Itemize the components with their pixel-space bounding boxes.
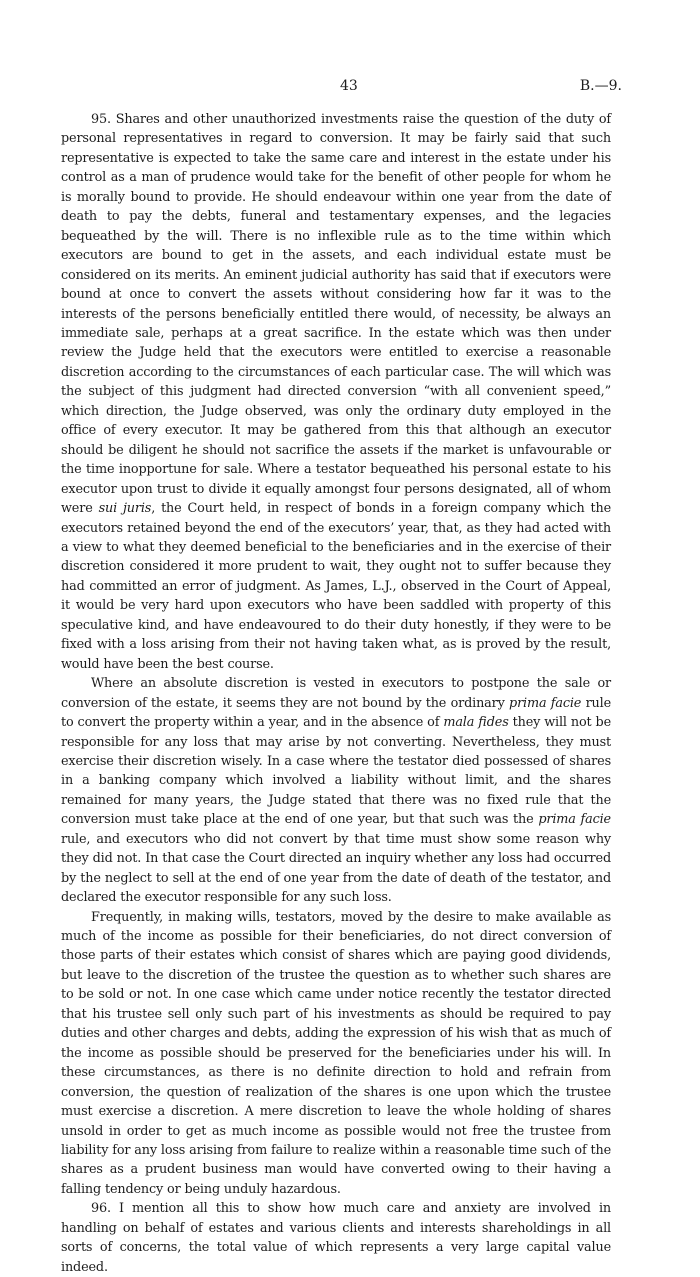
text-segment: rule to convert the property within a year, and in the absence of xyxy=(61,695,611,731)
paragraph-95 xyxy=(61,110,611,674)
text-segment: 95. Shares and other unauthorized investments raise the question of the duty of personal representatives in regard to conversion. It may be fairly said that such representative is expected to take the same care and interest in the estate under his control as a man of prudence would take for the benefit of other people for whom he is morally bound to provide. He should endeavour within one year from the date of death to pay the debts, funeral and testamentary expenses, and the legacies bequeathed by the will. There is no inflexible rule as to the time within which executors are bound to get in the assets, and each individual estate must be considered on its merits. An eminent judicial authority has said that if executors were bound at once to convert the assets without considering how far it was to the interests of the persons beneficially entitled there would, of necessity, be always an immediate sale, perhaps at a great sacrifice. In the estate which was then under review the Judge held that the executors were entitled to exercise a reasonable discretion according to the circumstances of each particular case. The will which was the subject of this judgment had directed conversion “with all convenient speed,” which direction, the Judge observed, was only the ordinary duty employed in the office of every executor. It may be gathered from this that although an executor should be diligent he should not sacrifice the assets if the market is unfavourable or the time inopportune for sale. Where a testator bequeathed his personal estate to his executor upon trust to divide it equally amongst four persons designated, all of whom were xyxy=(61,112,611,517)
italic-term: prima facie xyxy=(509,695,582,711)
page-number: 43 xyxy=(340,78,358,94)
text-segment: they will not be responsible for any loss that may arise by not converting. Nevertheless, they must exercise their discretion wisely. In a case where the testator died possessed of shares in a banking company which involved a liability without limit, and the shares remained for many years, the Judge stated that there was no fixed rule that the conversion must take place at the end of one year, but that such was the xyxy=(61,715,611,828)
paragraph-96 xyxy=(61,1199,611,1277)
italic-term: sui juris xyxy=(98,501,152,517)
text-segment: Where an absolute discretion is vested in executors to postpone the sale or conversion of the estate, it seems they are not bound by the ordinary xyxy=(61,676,611,711)
page-header xyxy=(0,78,700,98)
paragraph-absolute-discretion xyxy=(61,674,611,907)
paragraph-frequently xyxy=(61,908,611,1200)
italic-term: mala fides xyxy=(443,715,509,731)
body-text xyxy=(61,110,611,1277)
text-segment: , the Court held, in respect of bonds in a foreign company which the executors retained beyond the end of the executors’ year, that, as they had acted with a view to what they deemed beneficial to the beneficiaries and in the exercise of their discretion considered it more prudent to wait, they ought not to suffer because they had committed an error of judgment. As James, L.J., observed in the Court of Appeal, it would be very hard upon executors who have been saddled with property of this speculative kind, and have endeavoured to do their duty honestly, if they were to be fixed with a loss arising from their not having taken what, as is proved by the result, would have been the best course. xyxy=(61,501,611,672)
text-segment: Frequently, in making wills, testators, moved by the desire to make available as much of the income as possible for their beneficiaries, do not direct conversion of those parts of their estates which consist of shares which are paying good dividends, but leave to the discretion of the trustee the question as to whether such shares are to be sold or not. In one case which came under notice recently the testator directed that his trustee sell only such part of his investments as should be required to pay duties and other charges and debts, adding the expression of his wish that as much of the income as possible should be preserved for the beneficiaries under his will. In these circumstances, as there is no definite direction to hold and refrain from conversion, the question of realization of the shares is one upon which the trustee must exercise a discretion. A mere discretion to leave the whole holding of shares unsold in order to get as much income as possible would not free the trustee from liability for any loss arising from failure to realize within a reasonable time such of the shares as a prudent business man would have converted owing to their having a falling tendency or being unduly hazardous. xyxy=(61,909,611,1197)
document-reference: B.—9. xyxy=(579,78,622,94)
italic-term: prima facie xyxy=(538,812,611,828)
text-segment: rule, and executors who did not convert by that time must show some reason why they did not. In that case the Court directed an inquiry whether any loss had occurred by the neglect to sell at the end of one year from the date of death of the testator, and declared the executor responsible for any such loss. xyxy=(61,831,611,906)
text-segment: 96. I mention all this to show how much care and anxiety are involved in handling on behalf of estates and various clients and interests shareholdings in all sorts of concerns, the total value of which represents a very large capital value indeed. xyxy=(61,1201,611,1275)
